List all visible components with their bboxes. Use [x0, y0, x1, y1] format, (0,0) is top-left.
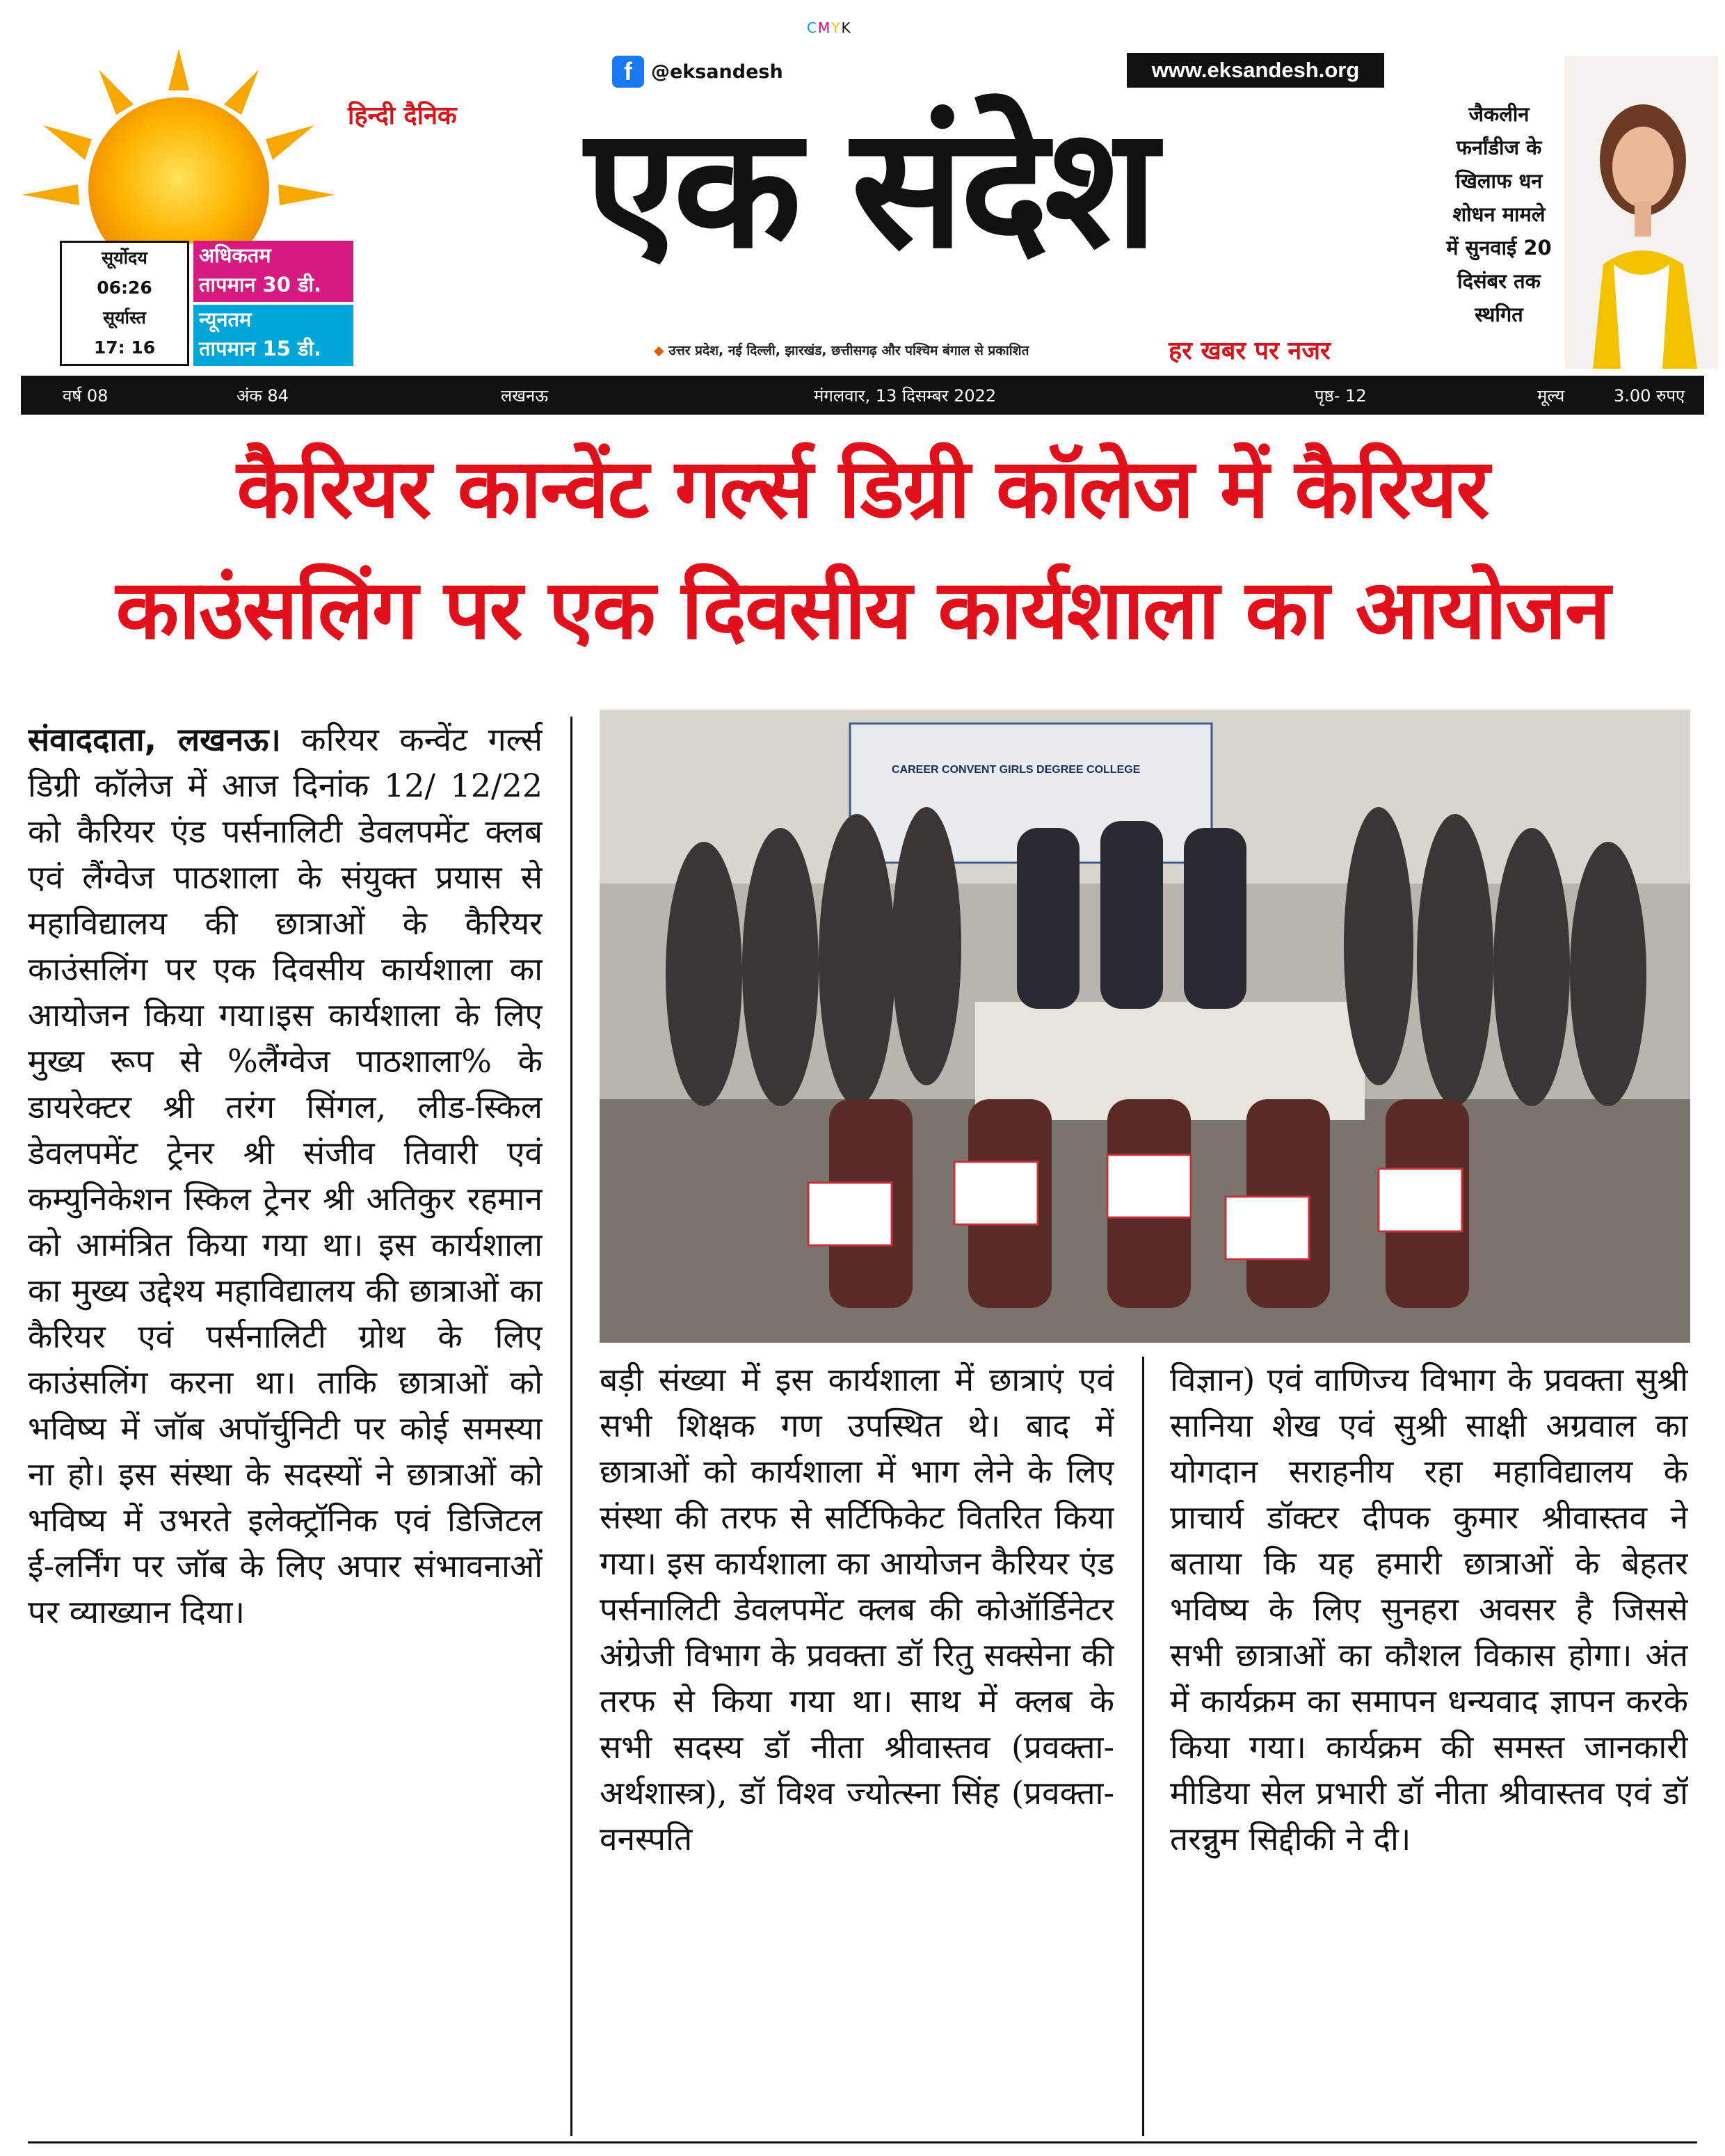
promo-line: स्थगित [1475, 303, 1523, 326]
column-divider [1142, 1357, 1144, 2136]
promo-line: दिसंबर तक [1457, 269, 1541, 293]
max-temp-value: तापमान 30 डी. [199, 273, 322, 296]
year: वर्ष 08 [63, 386, 109, 406]
cmyk-print-mark [807, 19, 852, 36]
max-temp [193, 241, 353, 302]
hindi-daily-label: हिन्दी दैनिक [348, 102, 457, 130]
event-photo [600, 710, 1690, 1343]
sun-icon [15, 49, 342, 243]
headline-line-1: कैरियर कान्वेंट गर्ल्स डिग्री कॉलेज में कैरियर [236, 440, 1489, 536]
column-1-text: करियर कन्वेंट गर्ल्स डिग्री कॉलेज में आज दिनांक 12/ 12/22 को कैरियर एंड पर्सनालिटी डेवलपमेंट क्लब एवं लैंग्वेज पाठशाला के संयुक्त प्रयास से महाविद्यालय की छात्राओं के कैरियर काउंसलिंग पर एक दिवसीय कार्यशाला का आयोजन किया गया।इस कार्यशाला के लिए मुख्य रूप से %लैंग्वेज पाठशाला% के डायरेक्टर श्री तरंग सिंगल, लीड-स्किल डेवलपमेंट ट्रेनर श्री संजीव तिवारी एवं कम्युनिकेशन स्किल ट्रेनर श्री अतिकुर रहमान को आमंत्रित किया गया था। इस कार्यशाला का मुख्य उद्देश्य महाविद्यालय की छात्राओं का कैरियर एवं पर्सनालिटी ग्रोथ के लिए काउंसलिंग करना था। ताकि छात्राओं को भविष्य में जॉब अपॉर्चुनिटी पर कोई समस्या ना हो। इस संस्था के सदस्यों ने छात्राओं को भविष्य में उभरते इलेक्ट्रॉनिक एवं डिजिटल ई-लर्निंग पर जॉब के लिए अपार संभावनाओं पर व्याख्यान दिया। [28, 721, 543, 1631]
cmyk-c: C [807, 19, 818, 36]
issue-number: अंक 84 [236, 386, 289, 406]
min-temp-label: न्यूनतम [199, 308, 252, 331]
weather-box [18, 241, 338, 366]
dateline: संवाददाता, लखनऊ। [28, 721, 281, 758]
celebrity-photo [1565, 56, 1718, 369]
promo-line: शोधन मामले [1452, 202, 1546, 226]
sunset-time: 17: 16 [93, 337, 156, 358]
promo-text [1426, 97, 1572, 331]
sunrise-label: सूर्योदय [102, 248, 147, 268]
diamond-icon: ◆ [654, 343, 664, 358]
promo-line: खिलाफ धन [1455, 169, 1543, 193]
cmyk-k: K [841, 19, 852, 36]
editions-line [654, 341, 1029, 359]
celebrity-promo[interactable] [1398, 56, 1718, 369]
website-badge[interactable]: www.eksandesh.org [1127, 53, 1384, 88]
promo-line: जैकलीन [1468, 102, 1530, 126]
editions-text: उत्तर प्रदेश, नई दिल्ली, झारखंड, छत्तीसगढ़ और पश्चिम बंगाल से प्रकाशित [668, 343, 1029, 358]
social-handle-text: @eksandesh [651, 61, 783, 83]
issue-info-bar [21, 376, 1704, 415]
page-count: पृष्ठ- 12 [1315, 386, 1367, 406]
price-label: मूल्य [1537, 386, 1565, 406]
social-handle[interactable] [612, 56, 783, 88]
article-column-3: विज्ञान) एवं वाणिज्य विभाग के प्रवक्ता सुश्री सानिया शेख एवं सुश्री साक्षी अग्रवाल का योगदान सराहनीय रहा महाविद्यालय के प्राचार्य डॉक्टर दीपक कुमार श्रीवास्तव ने बताया कि यह हमारी छात्राओं के बेहतर भविष्य के लिए सुनहरा अवसर है जिससे सभी छात्राओं का कौशल विकास होगा। अंत में कार्यक्रम का समापन धन्यवाद ज्ञापन करके किया गया। कार्यक्रम की समस्त जानकारी मीडिया सेल प्रभारी डॉ नीता श्रीवास्तव एवं डॉ तरन्नुम सिद्दीकी ने दी। [1170, 1361, 1688, 1858]
cmyk-y: Y [831, 19, 842, 36]
publish-date: मंगलवार, 13 दिसम्बर 2022 [814, 386, 997, 406]
min-temp [193, 305, 353, 366]
promo-line: फर्नांडीज के [1456, 136, 1542, 159]
article-headline [28, 428, 1697, 670]
article-column-2: बड़ी संख्या में इस कार्यशाला में छात्राएं एवं सभी शिक्षक गण उपस्थित थे। बाद में छात्राओं को कार्यशाला में भाग लेने के लिए संस्था की तरफ से सर्टिफिकेट वितरित किया गया। इस कार्यशाला का आयोजन कैरियर एंड पर्सनालिटी डेवलपमेंट क्लब की कोऑर्डिनेटर अंग्रेजी विभाग के प्रवक्ता डॉ रितु सक्सेना की तरफ से किया गया था। साथ में क्लब के सभी सदस्य डॉ नीता श्रीवास्तव (प्रवक्ता-अर्थशास्त्र), डॉ विश्व ज्योत्स्ना सिंह (प्रवक्ता- वनस्पति [600, 1361, 1114, 1858]
price: 3.00 रुपए [1614, 386, 1685, 406]
sunrise-time: 06:26 [97, 278, 152, 298]
promo-line: में सुनवाई 20 [1446, 236, 1552, 259]
city: लखनऊ [501, 386, 549, 406]
article-column-1 [28, 717, 543, 2136]
column-divider [570, 717, 572, 2136]
page-bottom-rule [28, 2141, 1697, 2143]
sunset-label: सूर्यास्त [103, 308, 146, 328]
tagline: हर खबर पर नजर [1169, 337, 1331, 365]
min-temp-value: तापमान 15 डी. [199, 337, 322, 360]
headline-line-2: काउंसलिंग पर एक दिवसीय कार्यशाला का आयोजन [115, 561, 1610, 657]
group-photo-illustration [600, 710, 1690, 1343]
newspaper-title: एक संदेश [585, 90, 1154, 285]
sun-times [60, 241, 189, 366]
facebook-icon: f [612, 56, 644, 88]
photo-banner-text: CAREER CONVENT GIRLS DEGREE COLLEGE [892, 764, 1141, 776]
cmyk-m: M [817, 19, 832, 36]
max-temp-label: अधिकतम [199, 243, 271, 267]
